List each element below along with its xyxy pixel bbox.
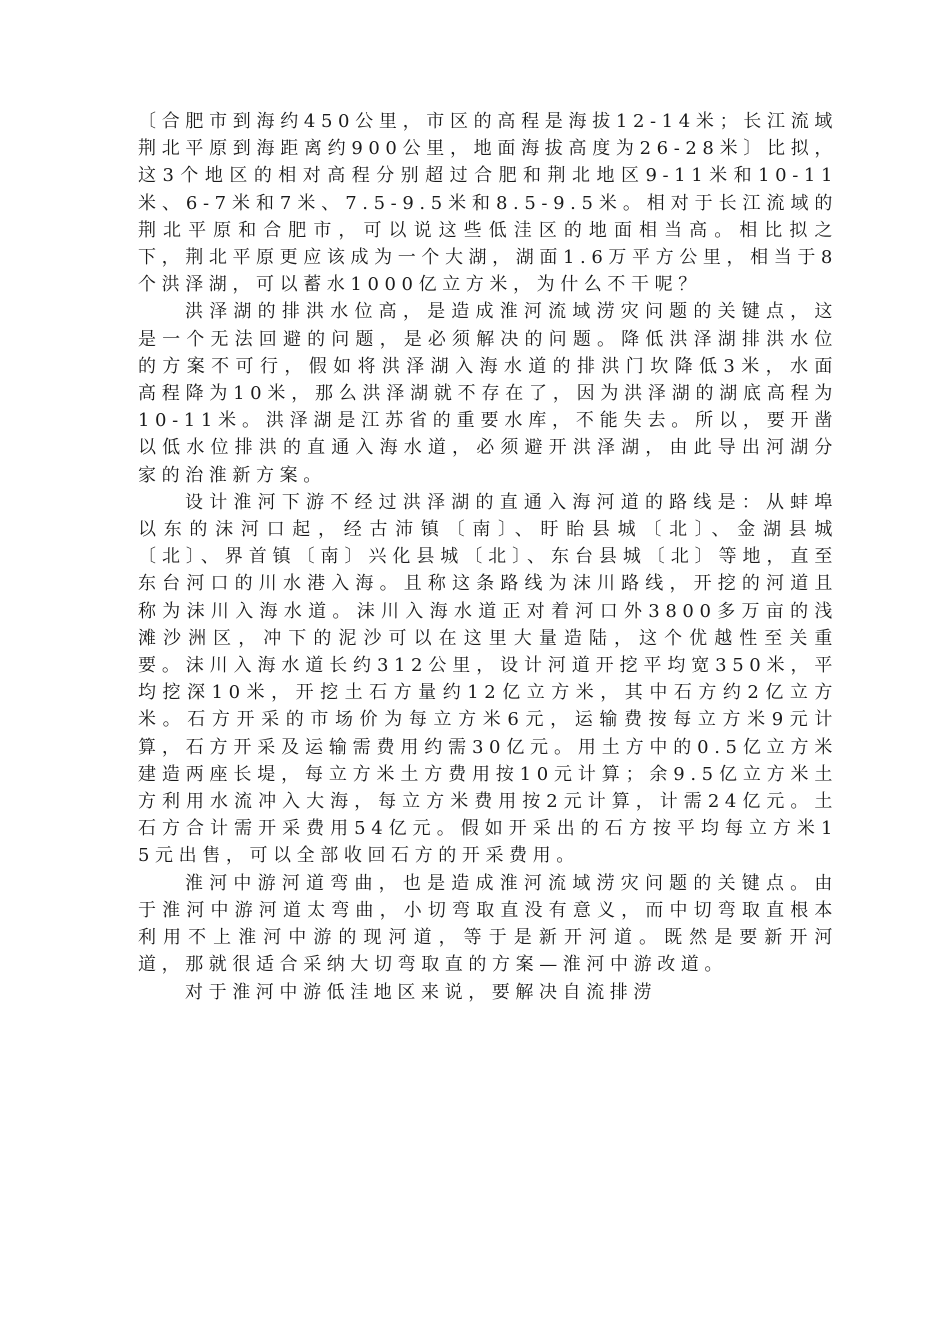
paragraph-hongze-lake-flood-level: 洪泽湖的排洪水位高，是造成淮河流域涝灾问题的关键点，这是一个无法回避的问题，是必须解决的问题。降低洪泽湖排洪水位的方案不可行，假如将洪泽湖入海水道的排洪门坎降低3米，水面高程降为10米，那么洪泽湖就不存在了，因为洪泽湖的湖底高程为10-11米。洪泽湖是江苏省的重要水库，不能失去。所以，要开凿以低水位排洪的直通入海水道，必须避开洪泽湖，由此导出河湖分家的治淮新方案。 [138,301,838,486]
paragraph-lowland-drainage: 对于淮河中游低洼地区来说，要解决自流排涝 [185,981,657,1003]
paragraph-mochuan-waterway-design: 设计淮河下游不经过洪泽湖的直通入海河道的路线是：从蚌埠以东的沫河口起，经古沛镇〔南〕、盱眙县城〔北〕、金湖县城〔北〕、界首镇〔南〕兴化县城〔北〕、东台县城〔北〕等地，直至东台河口的川水港入海。且称这条路线为沫川路线，开挖的河道且称为沫川入海水道。沫川入海水道正对着河口外3800多万亩的浅滩沙洲区，冲下的泥沙可以在这里大量造陆，这个优越性至关重要。沫川入海水道长约312公里，设计河道开挖平均宽350米，平均挖深10米，开挖土石方量约12亿立方米，其中石方约2亿立方米。石方开采的市场价为每立方米6元，运输费按每立方米9元计算，石方开采及运输需费用约需30亿元。用土方中的0.5亿立方米建造两座长堤，每立方米土方费用按10元计算；余9.5亿立方米土方利用水流冲入大海，每立方米费用按2元计算，计需24亿元。土石方合计需开采费用54亿元。假如开采出的石方按平均每立方米15元出售，可以全部收回石方的开采费用。 [138,491,838,867]
paragraph-middle-reach-meanders: 淮河中游河道弯曲，也是造成淮河流域涝灾问题的关键点。由于淮河中游河道太弯曲，小切弯取直没有意义，而中切弯取直根本利用不上淮河中游的现河道，等于是新开河道。既然是要新开河道，那就很适合采纳大切弯取直的方案—淮河中游改道。 [138,872,838,976]
paragraph-elevation-comparison: 〔合肥市到海约450公里，市区的高程是海拔12-14米；长江流域荆北平原到海距离约900公里，地面海拔高度为26-28米〕比拟，这3个地区的相对高程分别超过合肥和荆北地区9-11米和10-11米、6-7米和7米、7.5-9.5米和8.5-9.5米。相对于长江流域的荆北平原和合肥市，可以说这些低洼区的地面相当高。相比拟之下，荆北平原更应该成为一个大湖，湖面1.6万平方公里，相当于8个洪泽湖，可以蓄水1000亿立方米，为什么不干呢？ [138,111,838,296]
document-body [138,108,838,1006]
